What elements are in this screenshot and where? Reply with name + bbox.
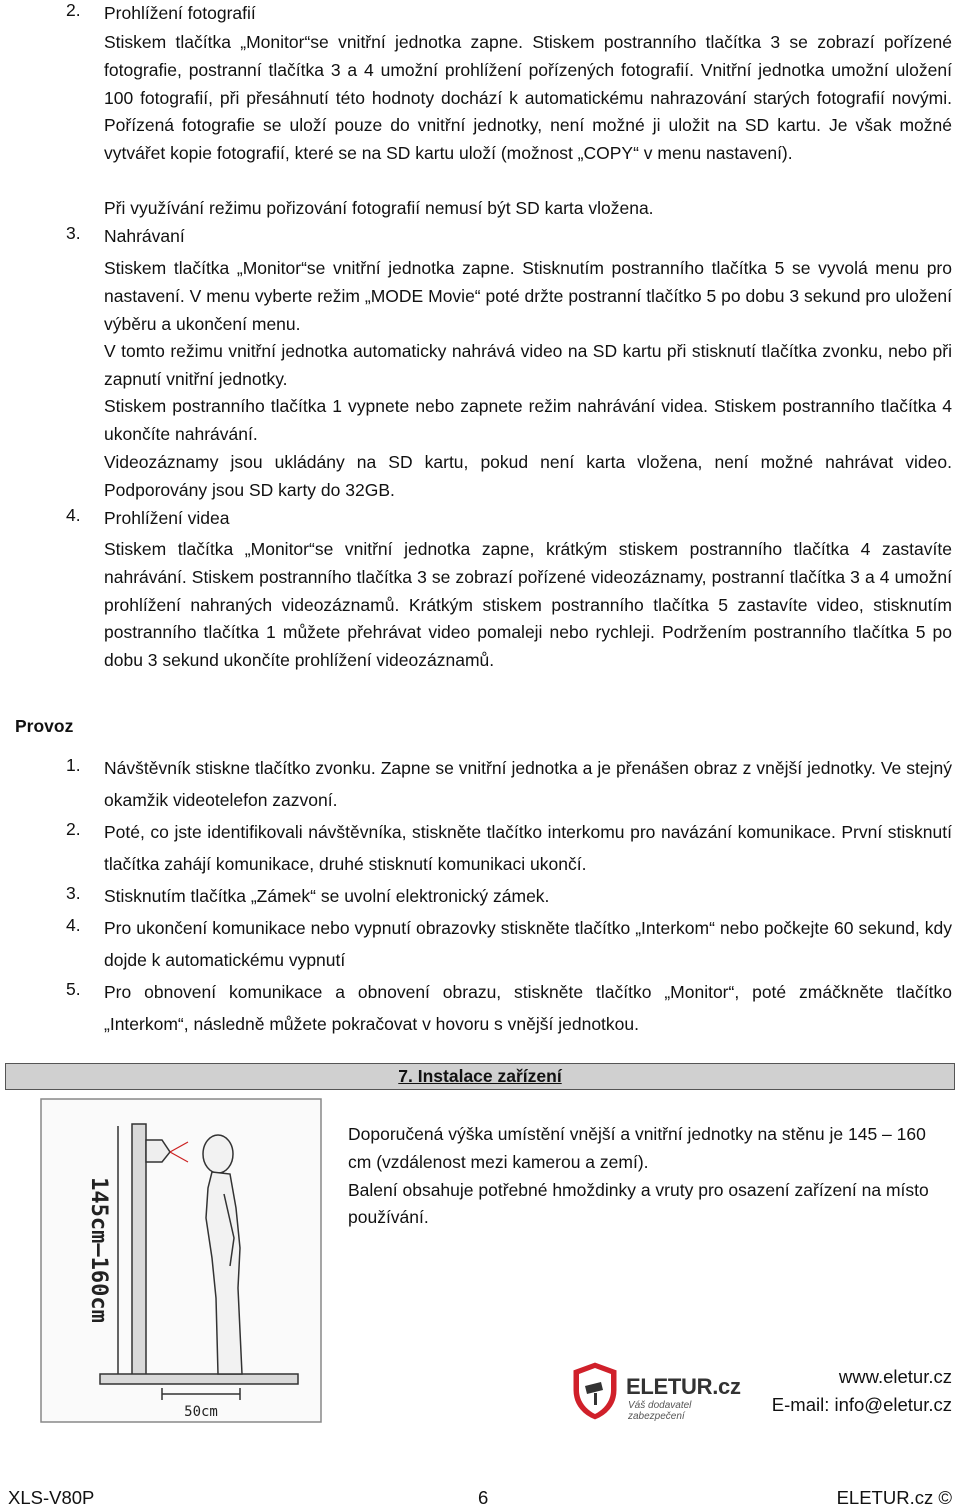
logo-brand: ELETUR.cz <box>626 1374 741 1399</box>
installation-paragraph-2: Balení obsahuje potřebné hmoždinky a vruty pro osazení zařízení na místo používání. <box>348 1179 929 1228</box>
section-2-paragraph-2: Při využívání režimu pořizování fotografií nemusí být SD karta vložena. <box>104 198 654 218</box>
provoz-item-4-number: 4. <box>66 915 81 935</box>
provoz-item-2-text: Poté, co jste identifikovali návštěvníka, stiskněte tlačítko interkomu pro navázání komunikace. První stisknutí tlačítka zahájí komunikace, druhé stisknutí komunikaci ukončí. <box>104 822 952 874</box>
section-3-heading: Nahrávaní <box>104 226 185 246</box>
installation-text <box>348 1121 952 1232</box>
contact-website[interactable]: www.eletur.cz <box>838 1366 952 1387</box>
diagram-width-label: 50cm <box>184 1404 218 1420</box>
section-3-paragraph-3: Stiskem postranního tlačítka 1 vypnete nebo zapnete režim nahrávání videa. Stiskem postranního tlačítka 4 ukončíte nahrávání. <box>104 396 952 444</box>
diagram-floor <box>100 1374 298 1384</box>
section-3-paragraph-4: Videozáznamy jsou ukládány na SD kartu, pokud není karta vložena, není možné nahrávat video. Podporovány jsou SD karty do 32GB. <box>104 452 952 500</box>
footer-page-number: 6 <box>478 1487 489 1508</box>
contact-info <box>772 1363 952 1419</box>
section-3-number: 3. <box>66 223 81 243</box>
installation-paragraph-1: Doporučená výška umístění vnější a vnitřní jednotky na stěnu je 145 – 160 cm (vzdálenost mezi kamerou a zemí). <box>348 1124 926 1172</box>
section-3-paragraph-1: Stiskem tlačítka „Monitor“se vnitřní jednotka zapne. Stisknutím postranního tlačítka 5 se vyvolá menu pro nastavení. V menu vyberte režim „MODE Movie“ poté držte postranní tlačítko 5 po dobu 3 sekund pro uložení výběru a ukončení menu. <box>104 258 952 334</box>
diagram-wall <box>132 1124 146 1376</box>
section-2-number: 2. <box>66 0 81 20</box>
eletur-logo <box>570 1360 750 1422</box>
logo-tagline: Váš dodavatel zabezpečení <box>628 1400 692 1422</box>
footer-model: XLS-V80P <box>8 1487 95 1508</box>
section-3-paragraph-2: V tomto režimu vnitřní jednotka automaticky nahrává video na SD kartu při stisknutí tlačítka zvonku, nebo při zapnutí vnitřní jednotky. <box>104 341 952 389</box>
provoz-item-1-number: 1. <box>66 755 81 775</box>
footer-brand: ELETUR.cz © <box>836 1487 952 1508</box>
shield-icon <box>570 1360 620 1422</box>
provoz-heading: Provoz <box>15 716 74 736</box>
diagram-height-label: 145cm—160cm <box>86 1177 111 1323</box>
contact-email[interactable]: E-mail: info@eletur.cz <box>771 1394 952 1415</box>
section-2-paragraph-1: Stiskem tlačítka „Monitor“se vnitřní jednotka zapne. Stiskem postranního tlačítka 3 se zobrazí pořízené fotografie, postranní tlačítka 3 a 4 umožní prohlížení pořízených fotografií. Vnitřní jednotka umožní uložení 100 fotografií, při přesáhnutí této hodnoty dochází k automatickému nahrazování starých fotografií novými. Pořízená fotografie se uloží pouze do vnitřní jednotky, není možné ji uložit na SD kartu. Je však možné vytvářet kopie fotografií, které se na SD kartu uloží (možnost „COPY“ v menu nastavení). <box>104 32 952 164</box>
section-2-heading: Prohlížení fotografií <box>104 3 256 23</box>
provoz-item-5-text: Pro obnovení komunikace a obnovení obrazu, stiskněte tlačítko „Monitor“, poté zmáčkněte tlačítko „Interkom“, následně můžete pokračovat v hovoru s vnější jednotkou. <box>104 982 952 1034</box>
section-4-heading: Prohlížení videa <box>104 508 230 528</box>
provoz-item-1-text: Návštěvník stiskne tlačítko zvonku. Zapne se vnitřní jednotka a je přenášen obraz z vnější jednotky. Ve stejný okamžik videotelefon zazvoní. <box>104 758 952 810</box>
provoz-item-3-number: 3. <box>66 883 81 903</box>
installation-diagram <box>40 1098 322 1423</box>
provoz-item-5-number: 5. <box>66 979 81 999</box>
installation-section-bar <box>5 1063 955 1090</box>
section-4-number: 4. <box>66 505 81 525</box>
installation-title: 7. Instalace zařízení <box>398 1066 562 1086</box>
section-4-paragraph-1: Stiskem tlačítka „Monitor“se vnitřní jednotka zapne, krátkým stiskem postranního tlačítka 4 zastavíte nahrávání. Stiskem postranního tlačítka 3 se zobrazí pořízené videozáznamy, postranní tlačítka 3 a 4 umožní prohlížení nahraných videozáznamů. Krátkým stiskem postranního tlačítka 5 zastavíte video, stisknutím postranního tlačítka 1 můžete přehrávat video pomaleji nebo rychleji. Podržením postranního tlačítka 5 po dobu 3 sekund ukončíte prohlížení videozáznamů. <box>104 539 952 671</box>
provoz-item-3-text: Stisknutím tlačítka „Zámek“ se uvolní elektronický zámek. <box>104 886 550 906</box>
provoz-item-2-number: 2. <box>66 819 81 839</box>
provoz-item-4-text: Pro ukončení komunikace nebo vypnutí obrazovky stiskněte tlačítko „Interkom“ nebo počkejte 60 sekund, kdy dojde k automatickému vypnutí <box>104 918 952 970</box>
